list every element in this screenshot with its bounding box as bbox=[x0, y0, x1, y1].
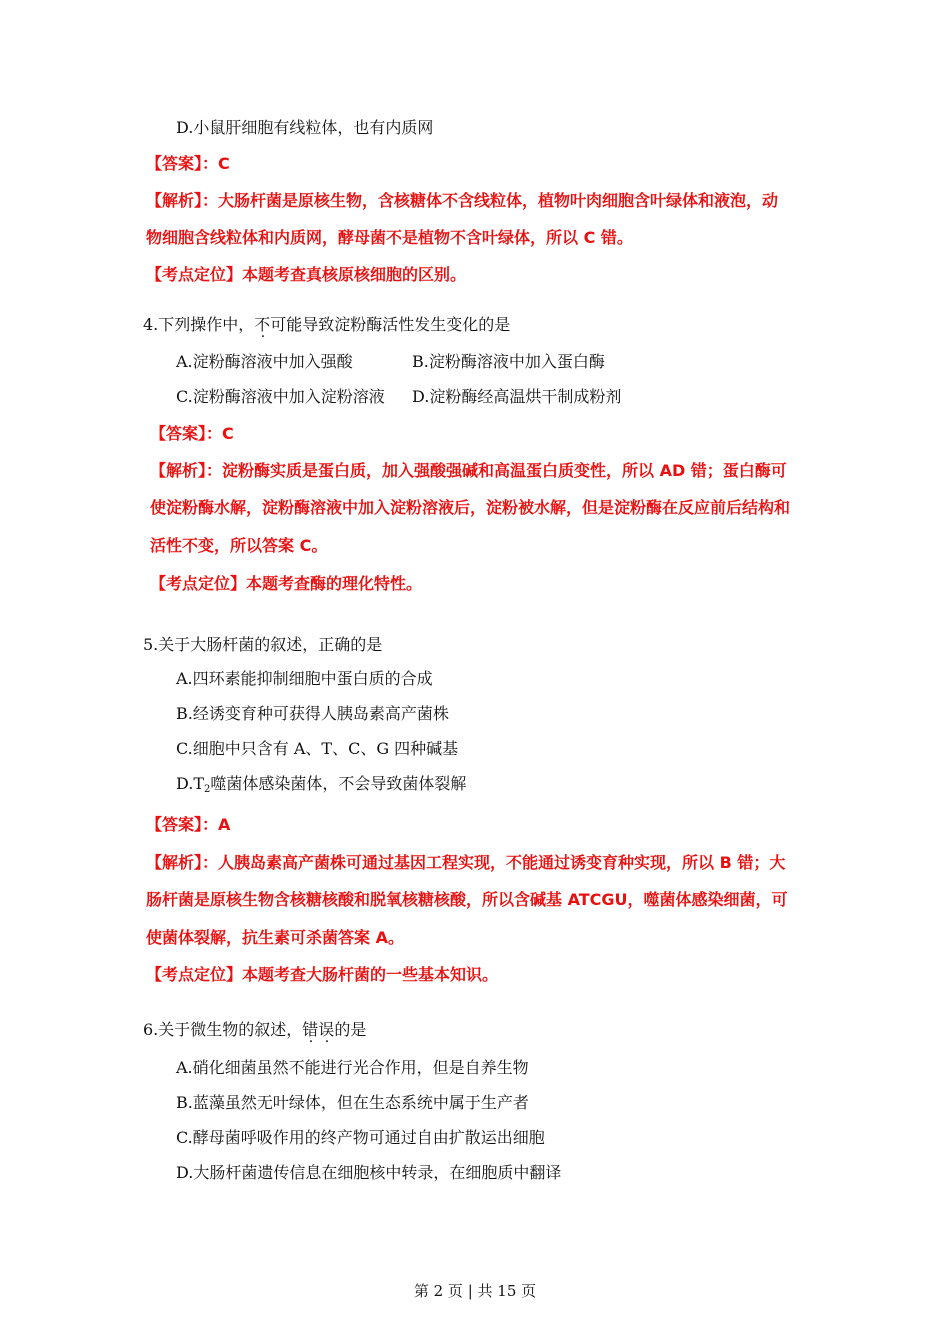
q5-option-d-subscript: 2 bbox=[204, 784, 211, 795]
q4-option-b: B.淀粉酶溶液中加入蛋白酶 bbox=[412, 352, 605, 371]
q6-stem-emphasis-1: 错 bbox=[302, 1020, 319, 1039]
q4-answer: 【答案】：C bbox=[150, 424, 234, 443]
q6-stem-emphasis-2: 误 bbox=[318, 1020, 335, 1039]
q5-option-d-part2: 噬菌体感染菌体，不会导致菌体裂解 bbox=[210, 774, 467, 793]
q4-stem-emphasis: 不 bbox=[254, 315, 271, 334]
q5-analysis-line3: 使菌体裂解，抗生素可杀菌答案 A。 bbox=[146, 928, 404, 947]
q5-kaodian: 【考点定位】本题考查大肠杆菌的一些基本知识。 bbox=[146, 965, 499, 984]
q4-option-d: D.淀粉酶经高温烘干制成粉剂 bbox=[412, 387, 622, 406]
q3-answer: 【答案】：C bbox=[146, 154, 230, 173]
q5-option-b: B.经诱变育种可获得人胰岛素高产菌株 bbox=[176, 704, 449, 723]
q4-kaodian: 【考点定位】本题考查酶的理化特性。 bbox=[150, 574, 423, 593]
q5-option-c: C.细胞中只含有 A、T、C、G 四种碱基 bbox=[176, 739, 459, 758]
q4-analysis-line3: 活性不变，所以答案 C。 bbox=[150, 536, 328, 555]
q3-kaodian: 【考点定位】本题考查真核原核细胞的区别。 bbox=[146, 265, 467, 284]
q6-stem-part1: 6.关于微生物的叙述， bbox=[143, 1020, 303, 1039]
q6-option-a: A.硝化细菌虽然不能进行光合作用，但是自养生物 bbox=[176, 1058, 529, 1077]
q4-analysis-line2: 使淀粉酶水解，淀粉酶溶液中加入淀粉溶液后，淀粉被水解，但是淀粉酶在反应前后结构和 bbox=[150, 498, 791, 517]
q5-option-d bbox=[176, 774, 466, 797]
q4-option-c: C.淀粉酶溶液中加入淀粉溶液 bbox=[176, 387, 385, 406]
q6-option-b: B.蓝藻虽然无叶绿体，但在生态系统中属于生产者 bbox=[176, 1093, 529, 1112]
q5-stem: 5.关于大肠杆菌的叙述，正确的是 bbox=[143, 635, 383, 654]
q4-stem bbox=[143, 315, 510, 335]
q3-option-d: D.小鼠肝细胞有线粒体，也有内质网 bbox=[176, 118, 434, 137]
q4-stem-part2: 可能导致淀粉酶活性发生变化的是 bbox=[270, 315, 511, 334]
q6-option-c: C.酵母菌呼吸作用的终产物可通过自由扩散运出细胞 bbox=[176, 1128, 545, 1147]
q6-option-d: D.大肠杆菌遗传信息在细胞核中转录，在细胞质中翻译 bbox=[176, 1163, 562, 1182]
q3-analysis-line1: 【解析】：大肠杆菌是原核生物，含核糖体不含线粒体，植物叶肉细胞含叶绿体和液泡，动 bbox=[146, 191, 779, 210]
page-footer: 第 2 页 | 共 15 页 bbox=[413, 1282, 537, 1300]
q6-stem-part2: 的是 bbox=[334, 1020, 367, 1039]
q5-answer: 【答案】：A bbox=[146, 815, 231, 834]
q4-analysis-line1: 【解析】：淀粉酶实质是蛋白质，加入强酸强碱和高温蛋白质变性，所以 AD 错；蛋白酶可 bbox=[150, 461, 787, 480]
q5-analysis-line1: 【解析】：人胰岛素高产菌株可通过基因工程实现，不能通过诱变育种实现，所以 B 错；大 bbox=[146, 853, 786, 872]
q5-option-d-part1: D.T bbox=[176, 774, 205, 793]
q4-stem-part1: 4.下列操作中， bbox=[143, 315, 255, 334]
q6-stem bbox=[143, 1020, 366, 1040]
q5-option-a: A.四环素能抑制细胞中蛋白质的合成 bbox=[176, 669, 433, 688]
q3-analysis-line2: 物细胞含线粒体和内质网，酵母菌不是植物不含叶绿体，所以 C 错。 bbox=[146, 228, 633, 247]
q5-analysis-line2: 肠杆菌是原核生物含核糖核酸和脱氧核糖核酸，所以含碱基 ATCGU，噬菌体感染细菌，可 bbox=[146, 890, 788, 909]
q4-option-a: A.淀粉酶溶液中加入强酸 bbox=[176, 352, 353, 371]
